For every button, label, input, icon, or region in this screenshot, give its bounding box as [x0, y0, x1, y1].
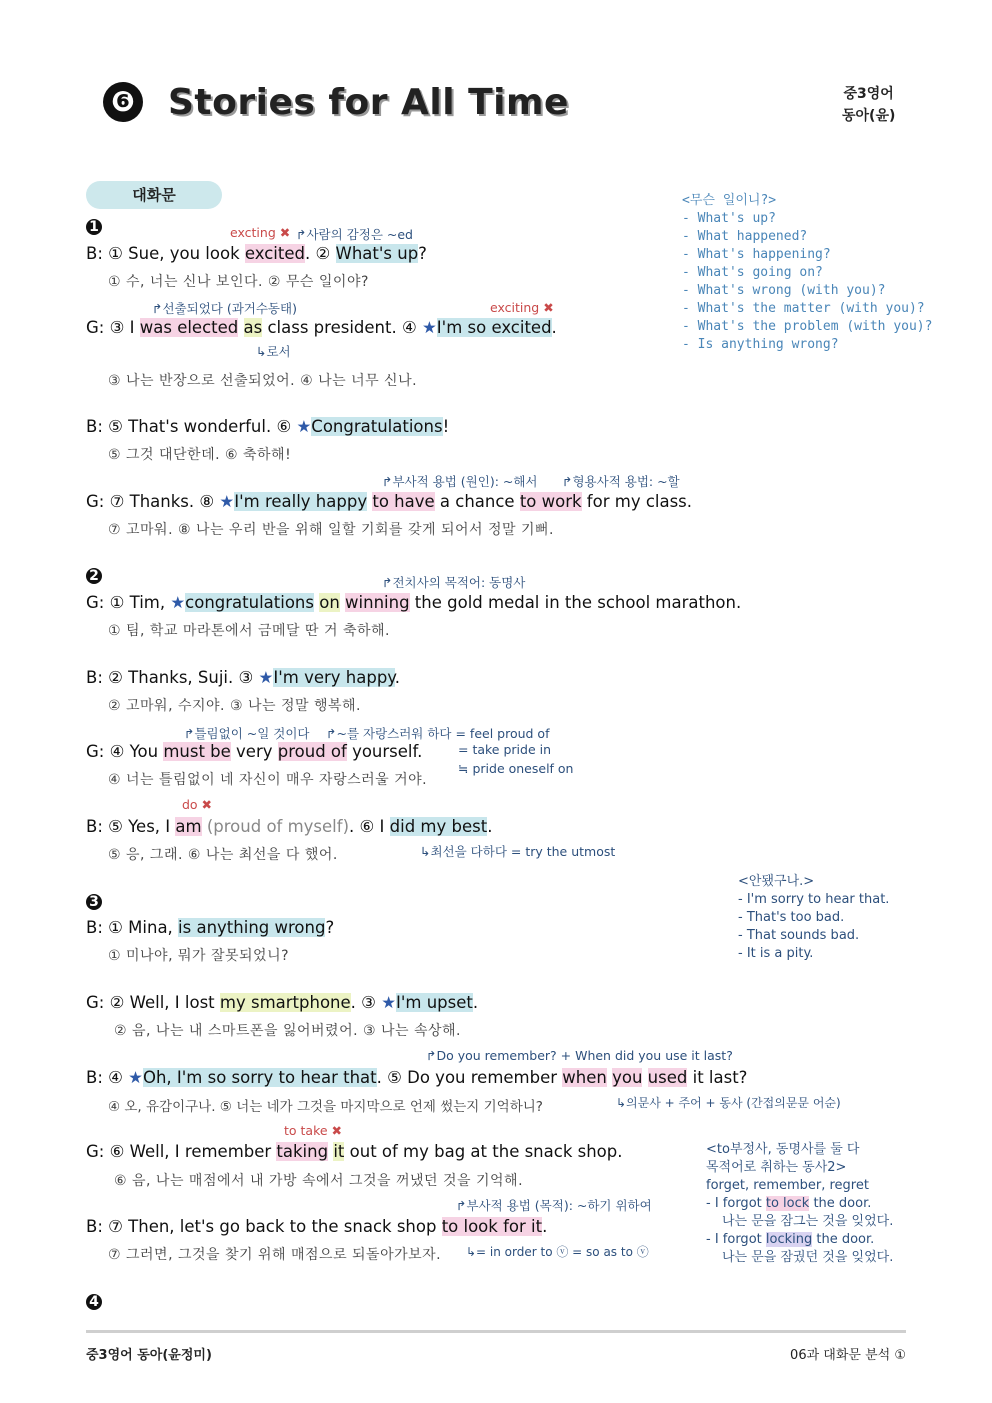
highlight-word: when [562, 1068, 607, 1087]
line-text: class president. ④ [262, 318, 422, 337]
course-label [842, 83, 895, 127]
star-icon: ★ [219, 492, 235, 511]
highlight-word: excited [244, 244, 305, 263]
annotation-red: excting ✖ [230, 225, 291, 240]
line-text: . ② [304, 244, 336, 263]
dialogue-line [86, 918, 334, 937]
footer-left: 중3영어 동아(윤정미) [86, 1348, 212, 1363]
line-text: (proud of myself) [201, 817, 350, 836]
dialogue-3-marker: 3 [86, 894, 102, 910]
line-text: . ⑥ I [349, 817, 390, 836]
dialogue-line [86, 817, 492, 836]
footer-divider [86, 1330, 906, 1333]
highlight-phrase: I'm very happy [273, 668, 395, 687]
line-text: . [551, 318, 557, 337]
sidebox-whats-up [682, 192, 932, 354]
page-title: Stories for All Time [168, 82, 569, 123]
example-highlight: locking [765, 1232, 813, 1247]
line-text [238, 318, 243, 337]
dialogue-line [86, 742, 422, 761]
highlight-phrase: must be [163, 742, 231, 761]
highlight-phrase: is anything wrong [178, 918, 326, 937]
dialogue-line [86, 244, 427, 263]
line-text: . ⑤ Do you remember [376, 1068, 563, 1087]
line-text: G: ⑥ Well, I remember [86, 1142, 277, 1161]
highlight-phrase: Congratulations [311, 417, 443, 436]
sidebox-item: - What's the problem (with you)? [682, 319, 933, 334]
sidebox-gerund-infinitive [706, 1141, 893, 1267]
translation: ④ 너는 틀림없이 네 자신이 매우 자랑스러울 거야. [108, 772, 428, 788]
dialogue-line [86, 1142, 623, 1161]
sidebox-item: - What's the matter (with you)? [682, 301, 925, 316]
sidebox-item: - What's going on? [682, 265, 823, 280]
highlight-phrase: Oh, I'm so sorry to hear that [142, 1068, 377, 1087]
translation: ④ 오, 유감이구나. ⑤ 너는 네가 그것을 마지막으로 언제 썼는지 기억하니? [108, 1099, 543, 1115]
lesson-number-badge: ❻ [103, 82, 143, 122]
course-line-1: 중3영어 [843, 86, 894, 102]
sidebox-item: - That sounds bad. [738, 928, 860, 943]
dialogue-4-marker: 4 [86, 1294, 102, 1310]
line-text: very [230, 742, 278, 761]
annotation-red: to take ✖ [284, 1123, 343, 1138]
annotation-blue: ↱사람의 감정은 ~ed [296, 227, 413, 242]
annotation-blue: ↱틀림없이 ~일 것이다 [184, 726, 310, 741]
star-icon: ★ [128, 1068, 143, 1087]
translation: ⑤ 응, 그래. ⑥ 나는 최선을 다 했어. [108, 847, 338, 863]
line-text: ! [442, 417, 450, 436]
dialogue-line [86, 1217, 547, 1236]
dialogue-1-marker: 1 [86, 219, 102, 235]
line-text: B: ⑤ That's wonderful. ⑥ [86, 417, 297, 436]
highlight-word: am [175, 817, 202, 836]
sidebox-item: - What's wrong (with you)? [682, 283, 886, 298]
line-text: G: ④ You [86, 742, 164, 761]
sidebox-item: - It is a pity. [738, 946, 814, 961]
translation: ⑥ 음, 나는 매점에서 내 가방 속에서 그것을 꺼냈던 것을 기억해. [114, 1173, 524, 1189]
annotation-blue: ↱형용사적 용법: ~할 [562, 474, 680, 489]
translation: ② 음, 나는 내 스마트폰을 잃어버렸어. ③ 나는 속상해. [114, 1023, 462, 1039]
dialogue-line [86, 668, 400, 687]
sidebox-sorry [738, 873, 889, 963]
annotation-red: do ✖ [182, 797, 213, 812]
example-text: the door. [809, 1196, 872, 1211]
line-text: B: ① Sue, you look [86, 244, 245, 263]
line-text: G: ③ I [86, 318, 140, 337]
line-text: B: ⑦ Then, let's go back to the snack shop [86, 1217, 442, 1236]
dialogue-line [86, 593, 741, 612]
line-text: it last? [687, 1068, 748, 1087]
highlight-phrase: What's up [335, 244, 419, 263]
highlight-word: as [243, 318, 263, 337]
line-text: G: ① Tim, [86, 593, 171, 612]
line-text: ? [325, 918, 335, 937]
sidebox-item: - What's up? [682, 211, 776, 226]
highlight-phrase: proud of [277, 742, 347, 761]
example-text: - I forgot [706, 1232, 766, 1247]
footer-right: 06과 대화문 분석 ① [790, 1348, 906, 1363]
sidebox-item: - Is anything wrong? [682, 337, 839, 352]
highlight-phrase: I'm really happy [234, 492, 368, 511]
line-text: B: ② Thanks, Suji. ③ [86, 668, 259, 687]
highlight-phrase: congratulations [185, 593, 314, 612]
highlight-word: you [612, 1068, 643, 1087]
annotation-blue: ↱부사적 용법 (원인): ~해서 [382, 474, 538, 489]
annotation-blue: ↳최선을 다하다 = try the utmost [420, 844, 616, 859]
translation: ① 수, 너는 신나 보인다. ② 무슨 일이야? [108, 274, 369, 290]
line-text: for my class. [581, 492, 693, 511]
highlight-phrase: I'm upset [395, 993, 473, 1012]
line-text: . [487, 817, 493, 836]
highlight-phrase: did my best [389, 817, 488, 836]
highlight-word: used [647, 1068, 688, 1087]
sidebox-title: <안됐구나.> [738, 874, 815, 889]
translation: ① 미나야, 뭐가 잘못되었니? [108, 948, 290, 964]
translation: ⑦ 그러면, 그것을 찾기 위해 매점으로 되돌아가보자. [108, 1247, 442, 1263]
line-text: G: ⑦ Thanks. ⑧ [86, 492, 220, 511]
line-text: B: ④ [86, 1068, 129, 1087]
line-text: yourself. [346, 742, 423, 761]
highlight-word: winning [345, 593, 410, 612]
highlight-phrase: to work [519, 492, 582, 511]
highlight-phrase: to look for it [441, 1217, 543, 1236]
line-text: ? [418, 244, 427, 263]
sidebox-example-translation: 나는 문을 잠그는 것을 잊었다. [722, 1214, 894, 1229]
annotation-blue: ↳= in order to ⓥ = so as to ⓥ [466, 1245, 649, 1259]
dialogue-line [86, 492, 692, 511]
highlight-phrase: I'm so excited [436, 318, 552, 337]
sidebox-item: - I'm sorry to hear that. [738, 892, 890, 907]
sidebox-title: <to부정사, 동명사를 둘 다 [706, 1142, 860, 1157]
line-text: . [542, 1217, 548, 1236]
sidebox-title: <무슨 일이니?> [682, 193, 777, 208]
highlight-word: on [319, 593, 340, 612]
dialogue-2-marker: 2 [86, 568, 102, 584]
line-text: . [472, 993, 479, 1012]
line-text: a chance [434, 492, 520, 511]
line-text: . [394, 668, 400, 687]
sidebox-verbs: forget, remember, regret [706, 1178, 869, 1193]
annotation-blue: ↱선출되었다 (과거수동태) [152, 301, 297, 316]
sidebox-item: - What happened? [682, 229, 808, 244]
line-text [642, 1068, 647, 1087]
star-icon: ★ [422, 318, 437, 337]
sidebox-item: - What's happening? [682, 247, 831, 262]
line-text: the gold medal in the school marathon. [409, 593, 742, 612]
dialogue-line [86, 318, 557, 337]
highlight-phrase: to have [372, 492, 435, 511]
highlight-phrase: was elected [139, 318, 239, 337]
annotation-blue: ↱부사적 용법 (목적): ~하기 위하여 [456, 1198, 652, 1213]
highlight-word: taking [276, 1142, 329, 1161]
section-label-pill: 대화문 [86, 181, 222, 209]
dialogue-line [86, 417, 449, 436]
annotation-blue: ≒ pride oneself on [458, 761, 574, 776]
annotation-blue: ↱Do you remember? + When did you use it last? [426, 1048, 733, 1063]
highlight-phrase: my smartphone [219, 993, 351, 1012]
sidebox-example [706, 1195, 893, 1213]
example-highlight: to lock [765, 1196, 810, 1211]
star-icon: ★ [258, 668, 274, 687]
translation: ③ 나는 반장으로 선출되었어. ④ 나는 너무 신나. [108, 373, 418, 389]
sidebox-title: 목적어로 취하는 동사2> [706, 1160, 847, 1175]
sidebox-item: - That's too bad. [738, 910, 845, 925]
line-text: . ③ [350, 993, 382, 1012]
sidebox-example [706, 1231, 893, 1249]
line-text: B: ① Mina, [86, 918, 179, 937]
highlight-word: it [333, 1142, 345, 1161]
example-text: the door. [812, 1232, 875, 1247]
line-text: out of my bag at the snack shop. [344, 1142, 623, 1161]
star-icon: ★ [296, 417, 312, 436]
annotation-blue: ↳로서 [256, 344, 291, 359]
dialogue-line [86, 993, 478, 1012]
line-text: G: ② Well, I lost [86, 993, 220, 1012]
translation: ⑤ 그것 대단한데. ⑥ 축하해! [108, 447, 292, 463]
annotation-blue: ↱~를 자랑스러워 하다 = feel proud of [326, 726, 550, 741]
translation: ② 고마워, 수지야. ③ 나는 정말 행복해. [108, 698, 361, 714]
translation: ⑦ 고마워. ⑧ 나는 우리 반을 위해 일할 기회를 갖게 되어서 정말 기뻐. [108, 522, 555, 538]
line-text: B: ⑤ Yes, I [86, 817, 176, 836]
annotation-blue: ↳의문사 + 주어 + 동사 (간접의문문 어순) [616, 1096, 841, 1110]
annotation-red: exciting ✖ [490, 300, 554, 315]
annotation-blue: = take pride in [458, 742, 552, 757]
sidebox-example-translation: 나는 문을 잠궜던 것을 잊었다. [722, 1250, 894, 1265]
star-icon: ★ [170, 593, 186, 612]
translation: ① 팀, 학교 마라톤에서 금메달 딴 거 축하해. [108, 623, 390, 639]
dialogue-line [86, 1068, 747, 1087]
annotation-blue: ↱전치사의 목적어: 동명사 [382, 575, 526, 590]
star-icon: ★ [381, 993, 396, 1012]
course-line-2: 동아(윤) [842, 108, 896, 124]
example-text: - I forgot [706, 1196, 766, 1211]
